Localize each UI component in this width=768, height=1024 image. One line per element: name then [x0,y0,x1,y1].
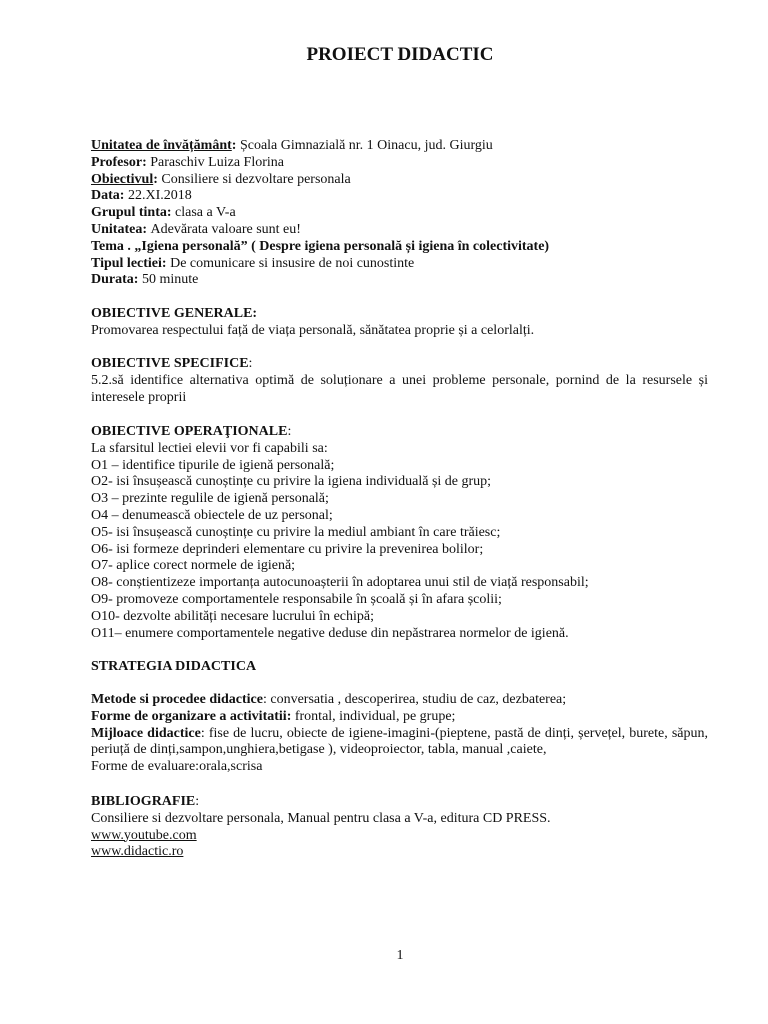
header-info [91,138,708,289]
section-obiective-specifice: OBIECTIVE SPECIFICE: 5.2.să identifice alternativa optimă de soluționare a unei probleme personale, pornind de la resursele și interesele proprii [91,356,708,405]
page-title: PROIECT DIDACTIC [306,44,494,65]
list-item: O1 – identifice tipurile de igienă personală; [91,457,335,473]
info-obiectivul: Obiectivul: Consiliere si dezvoltare personala [91,171,351,187]
section-heading: OBIECTIVE GENERALE: [91,306,258,321]
bibliografie-item: Consiliere si dezvoltare personala, Manual pentru clasa a V-a, editura CD PRESS. [91,810,551,826]
list-item: O4 – denumească obiectele de uz personal; [91,507,333,523]
section-intro: La sfarsitul lectiei elevii vor fi capabili sa: [91,440,328,456]
strategia-details [91,692,708,776]
section-text: 5.2.să identifice alternativa optimă de soluționare a unei probleme personale, pornind de la resursele și interesele proprii [91,372,708,405]
section-heading: BIBLIOGRAFIE [91,794,196,809]
section-heading: OBIECTIVE SPECIFICE [91,356,249,371]
info-profesor: Profesor: Paraschiv Luiza Florina [91,154,284,170]
list-item: O9- promoveze comportamentele responsabile în școală și în afara școlii; [91,591,502,607]
info-tipul-lectiei: Tipul lectiei: De comunicare si insusire de noi cunostinte [91,255,415,271]
strategia-metode: Metode si procedee didactice: conversatia , descoperirea, studiu de caz, dezbaterea; [91,692,567,707]
page-number: 1 [396,948,404,963]
list-item: O10- dezvolte abilități necesare lucrului în echipă; [91,608,374,624]
section-bibliografie: BIBLIOGRAFIE: Consiliere si dezvoltare personala, Manual pentru clasa a V-a, editura CD PRESS. www.youtube.com www.didactic.ro [91,794,708,861]
strategia-evaluare: Forme de evaluare:orala,scrisa [91,759,263,775]
section-text: Promovarea respectului față de viața personală, sănătatea proprie și a celorlalți. [91,322,535,338]
info-grupul-tinta: Grupul tinta: clasa a V-a [91,205,236,221]
link-youtube[interactable]: www.youtube.com [91,827,197,843]
list-item: O6- isi formeze deprinderi elementare cu privire la prevenirea bolilor; [91,541,484,557]
list-item: O11– enumere comportamentele negative deduse din nepăstrarea normelor de igienă. [91,625,569,641]
list-item: O7- aplice corect normele de igienă; [91,558,296,574]
strategia-forme: Forme de organizare a activitatii: frontal, individual, pe grupe; [91,708,456,724]
info-data: Data: 22.XI.2018 [91,188,192,204]
list-item: O5- isi însușească cunoștințe cu privire la mediul ambiant în care trăiesc; [91,524,501,540]
section-heading: OBIECTIVE OPERAŢIONALE [91,424,288,439]
section-obiective-operationale: OBIECTIVE OPERAŢIONALE: La sfarsitul lectiei elevii vor fi capabili sa: O1 – identifice tipurile de igienă personală; O2- isi însușească cunoștințe cu privire la igiena individuală și de grup; O3 – prezinte regulile de igienă personală; O4 – denumească obiectele de uz personal; O5- isi însușească cunoștințe cu privire la mediul ambiant în care trăiesc; O6- isi formeze deprinderi elementare cu privire la prevenirea bolilor; O7- aplice corect normele de igienă; O8- conștientizeze importanța autocunoașterii în adoptarea unui stil de viață responsabil; O9- promoveze comportamentele responsabile în școală și în afara școlii; O10- dezvolte abilități necesare lucrului în echipă; O11– enumere comportamentele negative deduse din nepăstrarea normelor de igienă. [91,424,708,642]
info-tema: Tema . „Igiena personală” ( Despre igiena personală și igiena în colectivitate) [91,238,550,254]
info-durata: Durata: 50 minute [91,272,199,288]
strategia-mijloace: Mijloace didactice: fise de lucru, obiecte de igiene-imagini-(pieptene, pastă de dinți, șervețel, burete, săpun, periuță de dinți,sampon,unghiera,betigase ), videoproiector, tabla, manual ,caiete, [91,725,708,758]
list-item: O3 – prezinte regulile de igienă personală; [91,491,329,507]
list-item: O8- conștientizeze importanța autocunoașterii în adoptarea unui stil de viață responsabil; [91,575,589,591]
section-obiective-generale [91,306,708,340]
list-item: O2- isi însușească cunoștințe cu privire la igiena individuală și de grup; [91,474,492,490]
info-unitatea-invatamant: Unitatea de învățământ: Școala Gimnazială nr. 1 Oinacu, jud. Giurgiu [91,138,493,153]
section-heading: STRATEGIA DIDACTICA [91,659,257,674]
link-didactic[interactable]: www.didactic.ro [91,844,184,860]
info-unitatea: Unitatea: Adevărata valoare sunt eu! [91,221,301,237]
section-strategia-didactica [91,659,708,676]
